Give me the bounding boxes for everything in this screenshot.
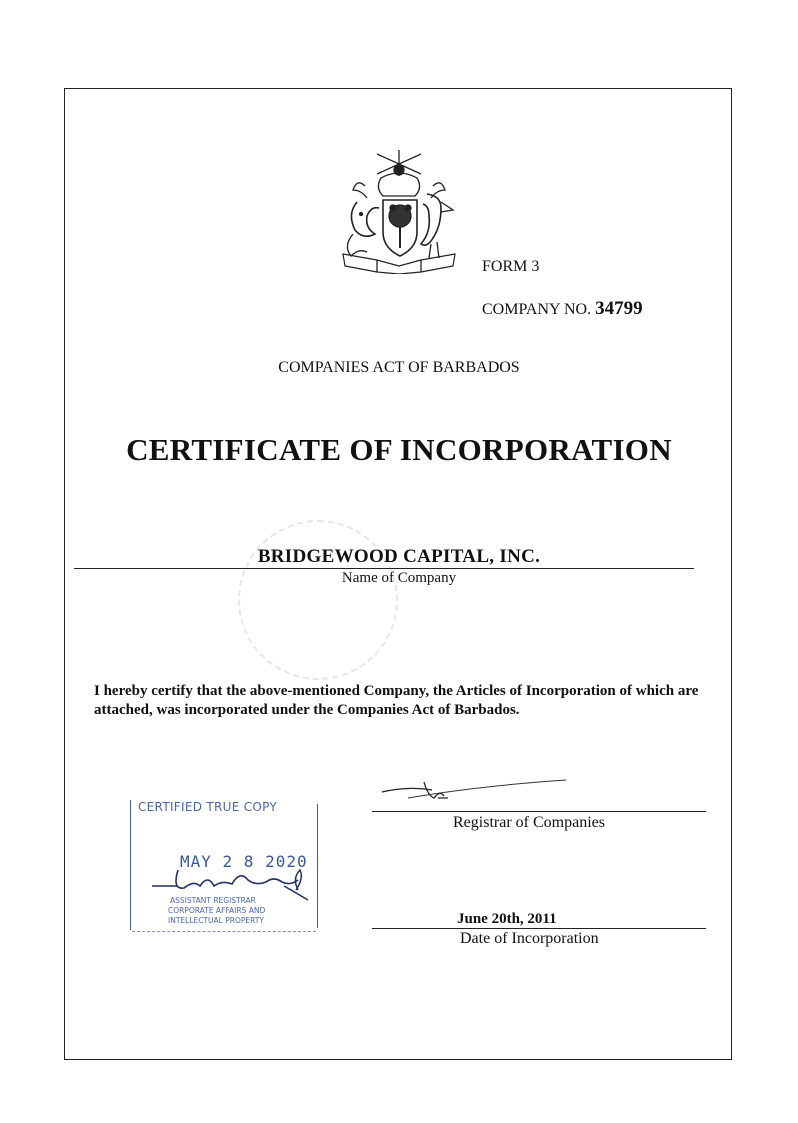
embossed-seal — [238, 520, 398, 680]
company-name-rule — [74, 568, 694, 569]
registrar-label: Registrar of Companies — [453, 814, 605, 831]
act-title: COMPANIES ACT OF BARBADOS — [278, 359, 520, 376]
registrar-rule — [372, 811, 706, 812]
stamp-line-3: INTELLECTUAL PROPERTY — [168, 916, 264, 925]
company-number-label: COMPANY NO. — [482, 301, 592, 318]
incorporation-date: June 20th, 2011 — [457, 911, 557, 927]
registrar-signature — [378, 776, 568, 808]
company-number — [482, 298, 643, 320]
stamp-date: MAY 2 8 2020 — [180, 852, 308, 871]
certification-statement: I hereby certify that the above-mentioned Company, the Articles of Incorporation of which are attached, was incorporated under the Companies Act of Barbados. — [94, 683, 699, 718]
stamp-edge-left — [130, 800, 131, 930]
incorporation-date-rule — [372, 928, 706, 929]
coat-of-arms-icon — [337, 148, 461, 274]
stamp-line-2: CORPORATE AFFAIRS AND — [168, 906, 266, 915]
stamp-line-1: ASSISTANT REGISTRAR — [170, 896, 256, 905]
certificate-title: CERTIFICATE OF INCORPORATION — [126, 432, 672, 467]
stamp-title: CERTIFIED TRUE COPY — [138, 800, 278, 814]
company-number-value: 34799 — [595, 298, 643, 319]
company-name: BRIDGEWOOD CAPITAL, INC. — [257, 546, 541, 567]
stamp-edge-bottom — [132, 931, 316, 932]
form-number: FORM 3 — [482, 258, 540, 275]
company-name-label: Name of Company — [341, 570, 457, 586]
certified-copy-stamp — [128, 796, 320, 934]
incorporation-date-label: Date of Incorporation — [460, 930, 599, 947]
